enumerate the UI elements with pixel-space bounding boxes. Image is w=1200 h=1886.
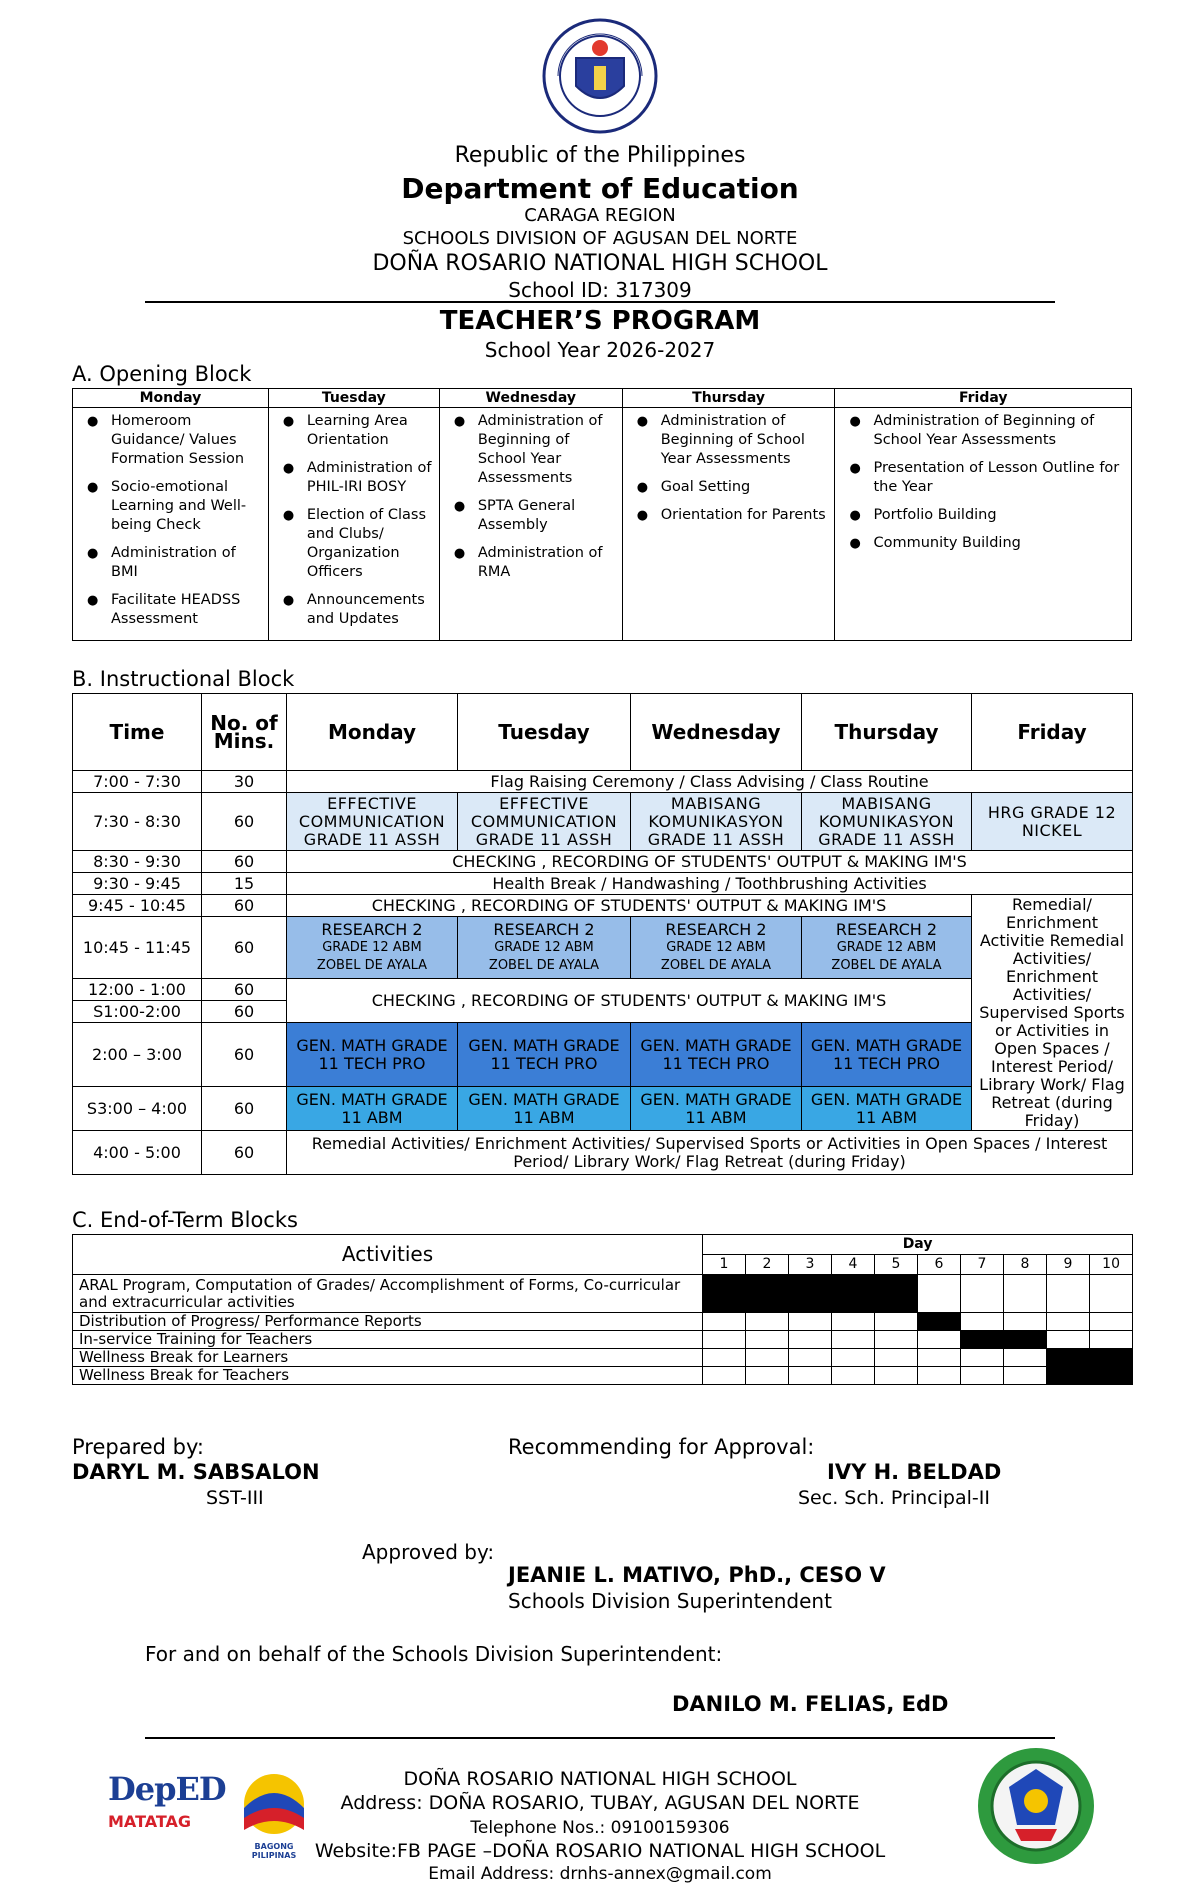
day-cell bbox=[746, 1349, 789, 1367]
remedial-cell: Remedial Activities/ Enrichment Activities/ Supervised Sports or Activities in Open Spaces / Interest Period/ Library Work/ Flag Retreat (during Friday) bbox=[287, 1131, 1133, 1175]
genmath-techpro-cell: GEN. MATH GRADE 11 TECH PRO bbox=[631, 1023, 802, 1087]
day-cell bbox=[875, 1331, 918, 1349]
day-cell bbox=[918, 1275, 961, 1313]
time-cell: 7:00 - 7:30 bbox=[73, 771, 202, 793]
opening-block-table bbox=[72, 388, 1132, 641]
day-cell bbox=[1047, 1331, 1090, 1349]
class-cell: MABISANG KOMUNIKASYON GRADE 11 ASSH bbox=[631, 793, 802, 851]
class-cell: EFFECTIVE COMMUNICATION GRADE 11 ASSH bbox=[287, 793, 458, 851]
day-cell bbox=[918, 1367, 961, 1385]
approved-position: Schools Division Superintendent bbox=[508, 1589, 832, 1613]
department-title: Department of Education bbox=[401, 172, 799, 205]
activity-name: In-service Training for Teachers bbox=[73, 1331, 703, 1349]
mins-cell: 30 bbox=[202, 771, 287, 793]
list-item: ● Administration of Beginning of School Year Assessments bbox=[859, 412, 1125, 450]
col-header-tuesday: Tuesday bbox=[458, 694, 631, 771]
footer-divider bbox=[145, 1737, 1055, 1739]
activities-header: Activities bbox=[73, 1235, 703, 1275]
list-item: ● Homeroom Guidance/ Values Formation Session bbox=[97, 412, 262, 469]
list-item: ● Community Building bbox=[859, 534, 1125, 553]
day-cell bbox=[875, 1275, 918, 1313]
col-header-friday: Friday bbox=[972, 694, 1133, 771]
day-cell bbox=[1047, 1367, 1090, 1385]
day-number-header: 1 bbox=[703, 1255, 746, 1275]
mins-cell: 60 bbox=[202, 895, 287, 917]
research-grade: GRADE 12 ABM bbox=[836, 939, 937, 955]
mins-cell: 60 bbox=[202, 851, 287, 873]
recommending-name: IVY H. BELDAD bbox=[827, 1460, 1002, 1484]
end-term-heading: C. End-of-Term Blocks bbox=[72, 1208, 298, 1232]
division-label: SCHOOLS DIVISION OF AGUSAN DEL NORTE bbox=[402, 228, 798, 249]
header-divider bbox=[145, 301, 1055, 303]
table-row bbox=[73, 1349, 1133, 1367]
day-cell bbox=[746, 1275, 789, 1313]
day-cell bbox=[832, 1331, 875, 1349]
class-cell: MABISANG KOMUNIKASYON GRADE 11 ASSH bbox=[802, 793, 972, 851]
day-number-header: 9 bbox=[1047, 1255, 1090, 1275]
footer-email: Email Address: drnhs-annex@gmail.com bbox=[428, 1864, 772, 1884]
prepared-label: Prepared by: bbox=[72, 1435, 204, 1459]
time-cell: S3:00 – 4:00 bbox=[73, 1087, 202, 1131]
deped-seal-logo bbox=[542, 18, 658, 134]
page-title: TEACHER’S PROGRAM bbox=[439, 306, 761, 336]
behalf-name: DANILO M. FELIAS, EdD bbox=[672, 1692, 949, 1716]
day-cell bbox=[703, 1313, 746, 1331]
day-cell bbox=[1090, 1275, 1133, 1313]
school-year: School Year 2026-2027 bbox=[484, 338, 716, 362]
research-section: ZOBEL DE AYALA bbox=[488, 957, 600, 973]
list-item: ● Administration of BMI bbox=[97, 544, 262, 582]
time-cell: 9:45 - 10:45 bbox=[73, 895, 202, 917]
time-cell: 7:30 - 8:30 bbox=[73, 793, 202, 851]
checking-cell: CHECKING , RECORDING OF STUDENTS' OUTPUT & MAKING IM'S bbox=[287, 895, 972, 917]
genmath-abm-cell: GEN. MATH GRADE 11 ABM bbox=[802, 1087, 972, 1131]
day-cell bbox=[1004, 1367, 1047, 1385]
footer-telephone: Telephone Nos.: 09100159306 bbox=[470, 1818, 730, 1838]
opening-monday-cell bbox=[73, 408, 269, 641]
day-cell bbox=[703, 1349, 746, 1367]
opening-day-header: Wednesday bbox=[439, 389, 622, 408]
time-cell: 10:45 - 11:45 bbox=[73, 917, 202, 979]
list-item: ● Presentation of Lesson Outline for the Year bbox=[859, 459, 1125, 497]
instructional-block-table bbox=[72, 693, 1133, 1175]
day-cell bbox=[1004, 1275, 1047, 1313]
day-header: Day bbox=[703, 1235, 1133, 1255]
time-cell: 2:00 – 3:00 bbox=[73, 1023, 202, 1087]
day-cell bbox=[703, 1275, 746, 1313]
opening-thursday-cell bbox=[622, 408, 835, 641]
flag-raising-cell: Flag Raising Ceremony / Class Advising / Class Routine bbox=[287, 771, 1133, 793]
day-cell bbox=[703, 1367, 746, 1385]
activity-name: ARAL Program, Computation of Grades/ Accomplishment of Forms, Co-curricular and extracurricular activities bbox=[73, 1275, 703, 1313]
research-subject: RESEARCH 2 bbox=[321, 919, 423, 939]
class-cell: HRG GRADE 12 NICKEL bbox=[972, 793, 1133, 851]
checking-cell: CHECKING , RECORDING OF STUDENTS' OUTPUT & MAKING IM'S bbox=[287, 851, 1133, 873]
day-cell bbox=[961, 1313, 1004, 1331]
time-cell: 12:00 - 1:00 bbox=[73, 979, 202, 1001]
day-cell bbox=[746, 1313, 789, 1331]
research-subject: RESEARCH 2 bbox=[835, 919, 938, 939]
time-cell: 9:30 - 9:45 bbox=[73, 873, 202, 895]
school-name: DOÑA ROSARIO NATIONAL HIGH SCHOOL bbox=[372, 251, 828, 276]
day-cell bbox=[1004, 1331, 1047, 1349]
day-number-header: 5 bbox=[875, 1255, 918, 1275]
day-cell bbox=[1090, 1367, 1133, 1385]
behalf-label: For and on behalf of the Schools Division Superintendent: bbox=[145, 1642, 723, 1666]
activity-name: Distribution of Progress/ Performance Reports bbox=[73, 1313, 703, 1331]
mins-cell: 60 bbox=[202, 1087, 287, 1131]
opening-tuesday-cell bbox=[268, 408, 439, 641]
day-cell bbox=[832, 1349, 875, 1367]
bagong-pilipinas-text: BAGONG PILIPINAS bbox=[251, 1842, 297, 1860]
opening-day-header: Tuesday bbox=[268, 389, 439, 408]
research-grade: GRADE 12 ABM bbox=[494, 939, 594, 955]
day-cell bbox=[961, 1349, 1004, 1367]
school-seal-logo bbox=[975, 1745, 1097, 1867]
research-grade: GRADE 12 ABM bbox=[322, 939, 422, 955]
mins-cell: 60 bbox=[202, 793, 287, 851]
list-item: ● Goal Setting bbox=[647, 478, 829, 497]
approved-label: Approved by: bbox=[362, 1540, 495, 1564]
school-id: School ID: 317309 bbox=[508, 278, 692, 302]
research-section: ZOBEL DE AYALA bbox=[660, 957, 772, 973]
table-row bbox=[73, 1275, 1133, 1313]
activity-name: Wellness Break for Teachers bbox=[73, 1367, 703, 1385]
day-cell bbox=[875, 1349, 918, 1367]
genmath-abm-cell: GEN. MATH GRADE 11 ABM bbox=[287, 1087, 458, 1131]
republic-label: Republic of the Philippines bbox=[454, 143, 746, 168]
day-number-header: 10 bbox=[1090, 1255, 1133, 1275]
time-cell: S1:00-2:00 bbox=[73, 1001, 202, 1023]
opening-friday-cell bbox=[835, 408, 1132, 641]
col-header-wednesday: Wednesday bbox=[631, 694, 802, 771]
opening-day-header: Thursday bbox=[622, 389, 835, 408]
time-cell: 8:30 - 9:30 bbox=[73, 851, 202, 873]
opening-block-heading: A. Opening Block bbox=[72, 362, 252, 386]
day-number-header: 6 bbox=[918, 1255, 961, 1275]
research-grade: GRADE 12 ABM bbox=[666, 939, 766, 955]
prepared-position: SST-III bbox=[206, 1487, 264, 1509]
day-cell bbox=[1047, 1349, 1090, 1367]
day-cell bbox=[1004, 1349, 1047, 1367]
list-item: ● Facilitate HEADSS Assessment bbox=[97, 591, 262, 629]
end-term-table bbox=[72, 1234, 1133, 1385]
research-subject: RESEARCH 2 bbox=[665, 919, 767, 939]
list-item: ● Administration of RMA bbox=[464, 544, 616, 582]
col-header-mins: No. of Mins. bbox=[202, 694, 287, 771]
day-cell bbox=[832, 1313, 875, 1331]
footer-address: Address: DOÑA ROSARIO, TUBAY, AGUSAN DEL NORTE bbox=[340, 1792, 860, 1814]
day-number-header: 2 bbox=[746, 1255, 789, 1275]
mins-cell: 60 bbox=[202, 1131, 287, 1175]
deped-logo-text: DepED bbox=[108, 1770, 226, 1808]
day-cell bbox=[832, 1275, 875, 1313]
footer-school: DOÑA ROSARIO NATIONAL HIGH SCHOOL bbox=[403, 1768, 797, 1790]
genmath-abm-cell: GEN. MATH GRADE 11 ABM bbox=[458, 1087, 631, 1131]
day-cell bbox=[789, 1275, 832, 1313]
day-cell bbox=[746, 1367, 789, 1385]
day-cell bbox=[1090, 1331, 1133, 1349]
day-number-header: 4 bbox=[832, 1255, 875, 1275]
genmath-abm-cell: GEN. MATH GRADE 11 ABM bbox=[631, 1087, 802, 1131]
day-cell bbox=[789, 1349, 832, 1367]
day-cell bbox=[961, 1367, 1004, 1385]
mins-cell: 60 bbox=[202, 1023, 287, 1087]
list-item: ● SPTA General Assembly bbox=[464, 497, 616, 535]
research-cell bbox=[802, 917, 972, 979]
day-cell bbox=[918, 1349, 961, 1367]
checking-cell: CHECKING , RECORDING OF STUDENTS' OUTPUT & MAKING IM'S bbox=[287, 979, 972, 1023]
matatag-logo-text: MATATAG bbox=[108, 1812, 192, 1831]
day-cell bbox=[1047, 1313, 1090, 1331]
research-cell bbox=[458, 917, 631, 979]
day-cell bbox=[789, 1313, 832, 1331]
research-subject: RESEARCH 2 bbox=[493, 919, 595, 939]
mins-cell: 60 bbox=[202, 917, 287, 979]
opening-day-header: Friday bbox=[835, 389, 1132, 408]
class-cell: EFFECTIVE COMMUNICATION GRADE 11 ASSH bbox=[458, 793, 631, 851]
health-break-cell: Health Break / Handwashing / Toothbrushing Activities bbox=[287, 873, 1133, 895]
day-cell bbox=[875, 1367, 918, 1385]
col-header-time: Time bbox=[73, 694, 202, 771]
day-cell bbox=[1090, 1349, 1133, 1367]
mins-cell: 60 bbox=[202, 979, 287, 1001]
day-cell bbox=[746, 1331, 789, 1349]
mins-cell: 15 bbox=[202, 873, 287, 895]
day-cell bbox=[918, 1331, 961, 1349]
table-row bbox=[73, 1331, 1133, 1349]
day-cell bbox=[961, 1275, 1004, 1313]
recommending-label: Recommending for Approval: bbox=[508, 1435, 815, 1459]
col-header-monday: Monday bbox=[287, 694, 458, 771]
day-number-header: 8 bbox=[1004, 1255, 1047, 1275]
day-cell bbox=[789, 1331, 832, 1349]
friday-remedial-cell: Remedial/ Enrichment Activitie Remedial Activities/ Enrichment Activities/ Supervised Sports or Activities in Open Spaces / Interest Period/ Library Work/ Flag Retreat (during Friday) bbox=[972, 895, 1133, 1131]
list-item: ● Administration of Beginning of School Year Assessments bbox=[464, 412, 616, 488]
research-cell bbox=[287, 917, 458, 979]
genmath-techpro-cell: GEN. MATH GRADE 11 TECH PRO bbox=[287, 1023, 458, 1087]
list-item: ● Socio-emotional Learning and Well-being Check bbox=[97, 478, 262, 535]
day-cell bbox=[1090, 1313, 1133, 1331]
day-cell bbox=[703, 1331, 746, 1349]
opening-day-header: Monday bbox=[73, 389, 269, 408]
research-section: ZOBEL DE AYALA bbox=[831, 957, 942, 973]
list-item: ● Election of Class and Clubs/ Organization Officers bbox=[293, 506, 433, 582]
table-row bbox=[73, 1367, 1133, 1385]
day-cell bbox=[961, 1331, 1004, 1349]
opening-wednesday-cell bbox=[439, 408, 622, 641]
genmath-techpro-cell: GEN. MATH GRADE 11 TECH PRO bbox=[802, 1023, 972, 1087]
research-section: ZOBEL DE AYALA bbox=[316, 957, 428, 973]
list-item: ● Administration of PHIL-IRI BOSY bbox=[293, 459, 433, 497]
list-item: ● Announcements and Updates bbox=[293, 591, 433, 629]
day-cell bbox=[1004, 1313, 1047, 1331]
instructional-block-heading: B. Instructional Block bbox=[72, 667, 295, 691]
approved-name: JEANIE L. MATIVO, PhD., CESO V bbox=[508, 1563, 886, 1587]
mins-cell: 60 bbox=[202, 1001, 287, 1023]
day-number-header: 7 bbox=[961, 1255, 1004, 1275]
list-item: ● Portfolio Building bbox=[859, 506, 1125, 525]
day-cell bbox=[875, 1313, 918, 1331]
footer-website: Website:FB PAGE –DOÑA ROSARIO NATIONAL HIGH SCHOOL bbox=[314, 1840, 886, 1862]
table-row bbox=[73, 1313, 1133, 1331]
time-cell: 4:00 - 5:00 bbox=[73, 1131, 202, 1175]
research-cell bbox=[631, 917, 802, 979]
recommending-position: Sec. Sch. Principal-II bbox=[798, 1487, 990, 1509]
day-cell bbox=[1047, 1275, 1090, 1313]
list-item: ● Administration of Beginning of School Year Assessments bbox=[647, 412, 829, 469]
col-header-thursday: Thursday bbox=[802, 694, 972, 771]
prepared-name: DARYL M. SABSALON bbox=[72, 1460, 320, 1484]
region-label: CARAGA REGION bbox=[524, 205, 676, 226]
list-item: ● Orientation for Parents bbox=[647, 506, 829, 525]
list-item: ● Learning Area Orientation bbox=[293, 412, 433, 450]
day-cell bbox=[789, 1367, 832, 1385]
day-cell bbox=[918, 1313, 961, 1331]
activity-name: Wellness Break for Learners bbox=[73, 1349, 703, 1367]
day-number-header: 3 bbox=[789, 1255, 832, 1275]
genmath-techpro-cell: GEN. MATH GRADE 11 TECH PRO bbox=[458, 1023, 631, 1087]
day-cell bbox=[832, 1367, 875, 1385]
